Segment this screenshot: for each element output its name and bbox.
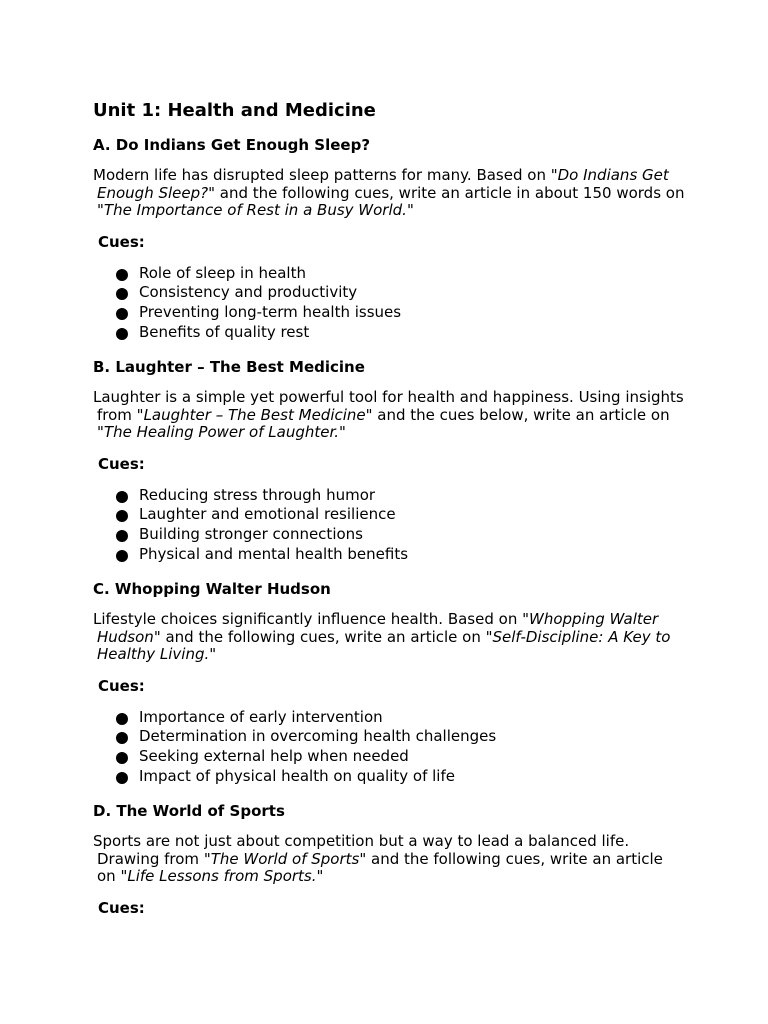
- list-item: Preventing long-term health issues: [93, 303, 693, 323]
- para-text: Lifestyle choices significantly influence health. Based on ": [93, 610, 529, 628]
- bullet-icon: [116, 510, 128, 522]
- para-text: Laughter is a simple yet powerful tool for health and happiness. Using insights from ": [93, 388, 684, 424]
- list-item: Determination in overcoming health challenges: [93, 727, 693, 747]
- para-text: ": [209, 645, 217, 663]
- unit-title: Unit 1: Health and Medicine: [93, 100, 376, 121]
- section-heading: B. Laughter – The Best Medicine: [93, 358, 365, 376]
- list-item: Seeking external help when needed: [93, 747, 693, 767]
- list-item: Impact of physical health on quality of life: [93, 767, 693, 787]
- para-text: ": [316, 867, 324, 885]
- section-paragraph: [93, 389, 685, 442]
- para-text: ": [406, 201, 414, 219]
- bullet-icon: [116, 772, 128, 784]
- cues-label: Cues:: [98, 454, 145, 473]
- bullet-icon: [116, 491, 128, 503]
- para-italic: The Healing Power of Laughter.: [103, 423, 340, 441]
- para-text: " and the following cues, write an article on ": [153, 627, 493, 646]
- bullet-icon: [116, 308, 128, 320]
- section-paragraph: [93, 167, 685, 220]
- bullet-icon: [116, 328, 128, 340]
- para-italic: Life Lessons from Sports.: [127, 867, 317, 885]
- list-item: Building stronger connections: [93, 525, 693, 545]
- para-italic: Self-Discipline: A Key to Healthy Living.: [97, 627, 671, 663]
- para-text: " and the following cues, write an article on ": [97, 849, 663, 885]
- bullet-icon: [116, 530, 128, 542]
- cue-list: [93, 708, 693, 787]
- para-text: ": [339, 423, 346, 441]
- section-d: [93, 802, 693, 917]
- cues-label: Cues:: [98, 898, 145, 917]
- section-heading: D. The World of Sports: [93, 802, 285, 820]
- section-paragraph: [93, 611, 685, 664]
- section-a: [93, 136, 693, 342]
- cue-list: [93, 264, 693, 343]
- section-c: [93, 580, 693, 786]
- list-item: Consistency and productivity: [93, 283, 693, 303]
- bullet-icon: [116, 732, 128, 744]
- section-heading: A. Do Indians Get Enough Sleep?: [93, 136, 371, 154]
- para-text: Modern life has disrupted sleep patterns for many. Based on ": [93, 166, 558, 184]
- list-item: Importance of early intervention: [93, 708, 693, 728]
- bullet-icon: [116, 269, 128, 281]
- para-italic: The World of Sports: [210, 849, 360, 868]
- section-heading: C. Whopping Walter Hudson: [93, 580, 331, 598]
- list-item: Role of sleep in health: [93, 264, 693, 284]
- para-italic: The Importance of Rest in a Busy World.: [103, 201, 407, 219]
- bullet-icon: [116, 288, 128, 300]
- list-item: Laughter and emotional resilience: [93, 505, 693, 525]
- para-italic: Do Indians Get Enough Sleep?: [97, 166, 669, 202]
- section-b: [93, 358, 693, 564]
- para-italic: Whopping Walter Hudson: [97, 610, 659, 646]
- bullet-icon: [116, 713, 128, 725]
- bullet-icon: [116, 752, 128, 764]
- bullet-icon: [116, 550, 128, 562]
- section-paragraph: [93, 833, 685, 886]
- para-text: " and the cues below, write an article on ": [97, 405, 670, 441]
- cue-list: [93, 486, 693, 565]
- cues-label: Cues:: [98, 232, 145, 251]
- cues-label: Cues:: [98, 676, 145, 695]
- para-text: " and the following cues, write an article in about 150 words on ": [97, 183, 685, 219]
- list-item: Physical and mental health benefits: [93, 545, 693, 565]
- para-text: Sports are not just about competition but a way to lead a balanced life. Drawing from ": [93, 832, 630, 868]
- para-italic: Laughter – The Best Medicine: [143, 405, 366, 424]
- list-item: Benefits of quality rest: [93, 323, 693, 343]
- list-item: Reducing stress through humor: [93, 486, 693, 506]
